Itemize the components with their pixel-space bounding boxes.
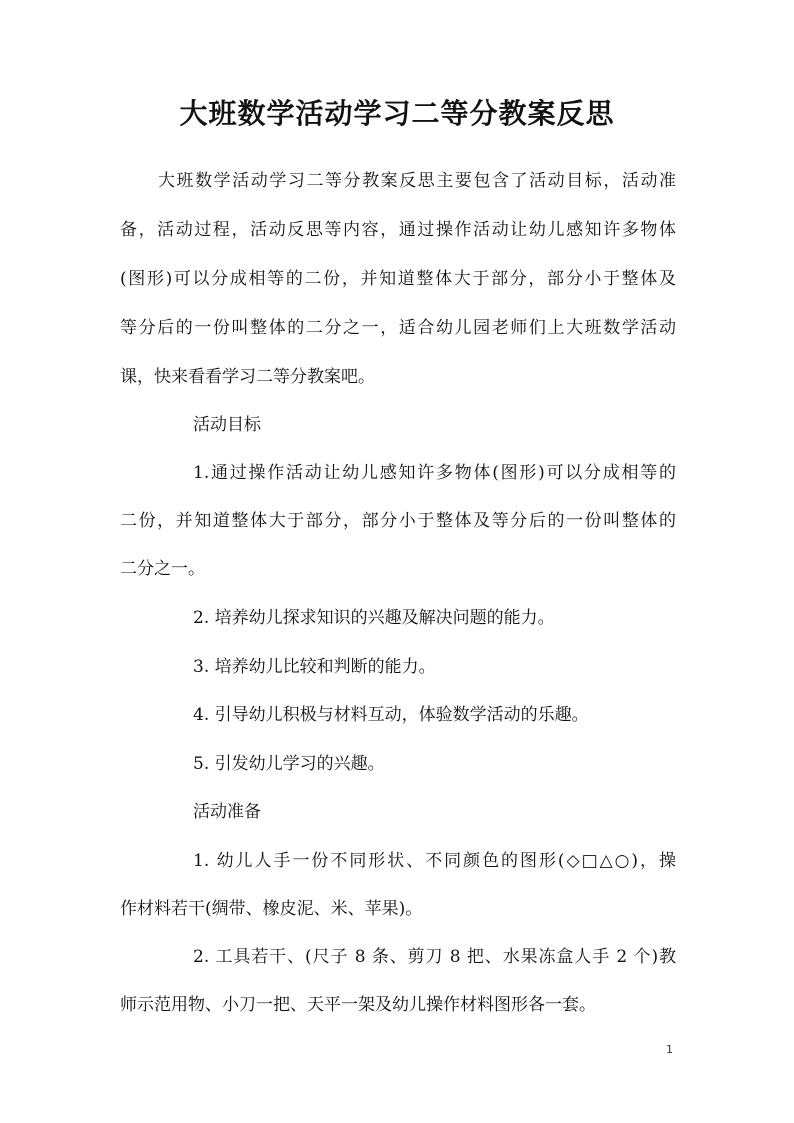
- section-heading-preparation: 活动准备: [193, 802, 261, 822]
- prep-item-2-continued: 师示范用物、小刀一把、天平一架及幼儿操作材料图形各一套。: [120, 995, 596, 1015]
- paragraph-line: 大班数学活动学习二等分教案反思主要包含了活动目标，活动准: [158, 171, 676, 191]
- goal-item-4: 4. 引导幼儿积极与材料互动，体验数学活动的乐趣。: [193, 705, 589, 725]
- goal-item-5: 5. 引发幼儿学习的兴趣。: [193, 754, 385, 774]
- prep-item-2: 2. 工具若干、(尺子 8 条、剪刀 8 把、水果冻盒人手 2 个)教: [193, 947, 676, 967]
- paragraph-line: (图形)可以分成相等的二份，并知道整体大于部分，部分小于整体及: [120, 269, 676, 289]
- goal-item-3: 3. 培养幼儿比较和判断的能力。: [193, 657, 436, 677]
- paragraph-line: 等分后的一份叫整体的二分之一，适合幼儿园老师们上大班数学活动: [120, 318, 676, 338]
- goal-item-1: 1.通过操作活动让幼儿感知许多物体(图形)可以分成相等的: [193, 463, 676, 483]
- prep-item-1: 1. 幼儿人手一份不同形状、不同颜色的图形(◇□△○)，操: [193, 851, 676, 871]
- paragraph-line: 备，活动过程，活动反思等内容，通过操作活动让幼儿感知许多物体: [120, 220, 676, 240]
- page-number: 1: [666, 1043, 673, 1056]
- document-title: 大班数学活动学习二等分教案反思: [179, 97, 615, 130]
- paragraph-line: 课，快来看看学习二等分教案吧。: [120, 367, 375, 387]
- prep-item-1-continued: 作材料若干(绸带、橡皮泥、米、苹果)。: [120, 899, 423, 919]
- goal-item-2: 2. 培养幼儿探求知识的兴趣及解决问题的能力。: [193, 608, 555, 628]
- goal-item-1-continued: 二份，并知道整体大于部分，部分小于整体及等分后的一份叫整体的: [120, 511, 676, 531]
- goal-item-1-continued: 二分之一。: [120, 559, 205, 579]
- section-heading-goals: 活动目标: [193, 415, 261, 435]
